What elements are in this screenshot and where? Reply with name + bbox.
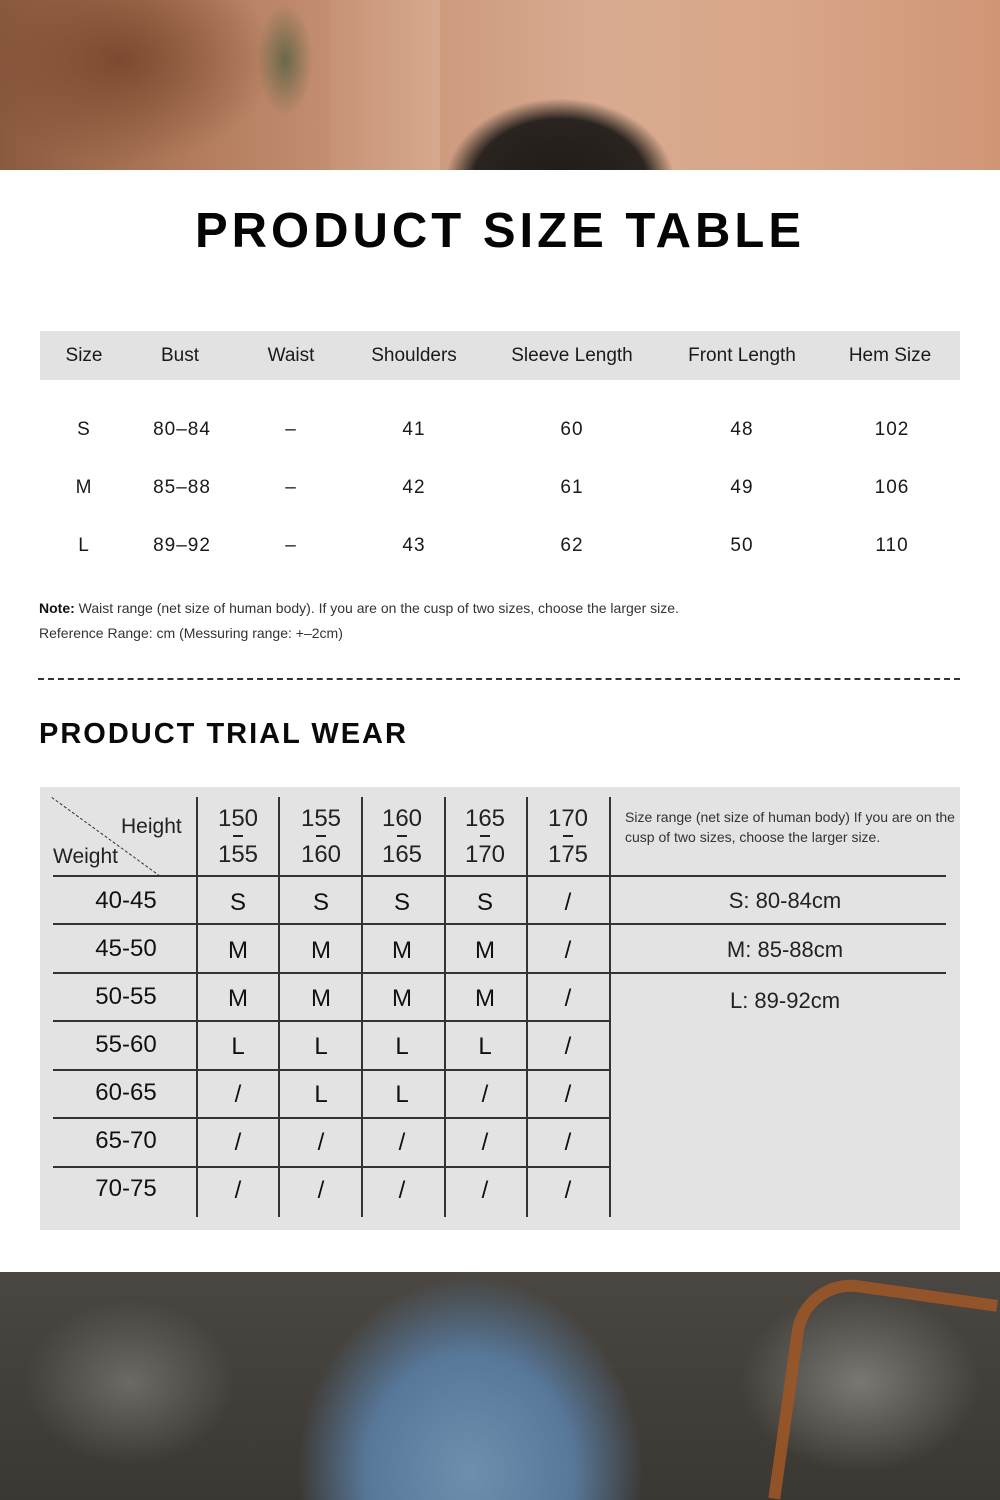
grid-hline xyxy=(53,1020,610,1022)
wall-blur xyxy=(330,0,440,170)
weight-label: 50-55 xyxy=(95,983,157,1010)
header-waist: Waist xyxy=(267,345,315,366)
trial-wear-title: PRODUCT TRIAL WEAR xyxy=(39,718,408,750)
height-to: 175 xyxy=(528,837,608,873)
header-front-length: Front Length xyxy=(688,345,796,366)
height-to: 170 xyxy=(445,837,525,873)
size-recommendation: L xyxy=(395,1033,409,1060)
height-to: 165 xyxy=(362,837,442,873)
height-col-165-170 xyxy=(445,801,525,873)
size-recommendation: / xyxy=(564,1177,572,1204)
waist-cell: – xyxy=(285,477,297,498)
size-cell: M xyxy=(75,477,93,498)
height-to: 155 xyxy=(198,837,278,873)
size-recommendation: S xyxy=(229,889,246,916)
header-size: Size xyxy=(65,345,103,366)
grid-vline xyxy=(278,797,280,1217)
size-row-m xyxy=(40,477,960,501)
size-recommendation: S xyxy=(476,889,493,916)
size-recommendation: M xyxy=(311,985,331,1012)
bag-strap xyxy=(768,1272,998,1500)
height-from: 165 xyxy=(464,805,506,832)
top-product-photo xyxy=(0,0,1000,170)
bust-cell: 89–92 xyxy=(153,535,211,556)
height-col-155-160 xyxy=(281,801,361,873)
bottom-product-photo xyxy=(0,1272,1000,1500)
size-recommendation: / xyxy=(317,1129,325,1156)
size-row-s xyxy=(40,419,960,443)
size-cell: L xyxy=(78,535,90,556)
height-from: 150 xyxy=(217,805,259,832)
height-from: 160 xyxy=(381,805,423,832)
side-size-m: M: 85-88cm xyxy=(726,937,844,962)
front-length-cell: 48 xyxy=(730,419,754,440)
size-cell: S xyxy=(77,419,91,440)
size-recommendation: L xyxy=(231,1033,245,1060)
size-recommendation: L xyxy=(478,1033,492,1060)
size-recommendation: S xyxy=(312,889,329,916)
size-table-header xyxy=(40,331,960,380)
weight-label: 45-50 xyxy=(95,935,157,962)
header-bust: Bust xyxy=(160,345,200,366)
bust-cell: 80–84 xyxy=(153,419,211,440)
shoulders-cell: 41 xyxy=(402,419,426,440)
front-length-cell: 50 xyxy=(730,535,754,556)
note-line xyxy=(39,596,679,621)
height-col-150-155 xyxy=(198,801,278,873)
plant-blur xyxy=(240,0,330,170)
height-from: 170 xyxy=(547,805,589,832)
shoulders-cell: 42 xyxy=(402,477,426,498)
size-recommendation: / xyxy=(564,1081,572,1108)
weight-label: 55-60 xyxy=(95,1031,157,1058)
height-from: 155 xyxy=(300,805,342,832)
size-recommendation: / xyxy=(234,1129,242,1156)
sleeve-cell: 62 xyxy=(560,535,584,556)
weight-label: 70-75 xyxy=(95,1175,157,1202)
size-recommendation: L xyxy=(395,1081,409,1108)
grid-hline xyxy=(53,1069,610,1071)
size-recommendation: M xyxy=(475,937,495,964)
hem-cell: 110 xyxy=(875,535,909,556)
page-title: PRODUCT SIZE TABLE xyxy=(194,204,806,258)
weight-label: 40-45 xyxy=(95,887,157,914)
section-divider xyxy=(38,678,960,680)
weight-label: 65-70 xyxy=(95,1127,157,1154)
grid-hline xyxy=(53,923,946,925)
corner-weight-label: Weight xyxy=(53,845,118,868)
size-recommendation: / xyxy=(234,1081,242,1108)
size-recommendation: M xyxy=(392,985,412,1012)
size-recommendation: / xyxy=(564,889,572,916)
trial-side-note: Size range (net size of human body) If you are on the cusp of two sizes, choose the larger size. xyxy=(625,809,955,845)
header-shoulders: Shoulders xyxy=(371,345,457,366)
height-to: 160 xyxy=(281,837,361,873)
corner-height-label: Height xyxy=(121,815,182,838)
grid-hline xyxy=(53,972,946,974)
side-size-s: S: 80-84cm xyxy=(728,888,842,913)
size-recommendation: / xyxy=(398,1177,406,1204)
size-recommendation: M xyxy=(228,985,248,1012)
size-recommendation: / xyxy=(564,937,572,964)
waist-cell: – xyxy=(285,535,297,556)
size-recommendation: / xyxy=(481,1081,489,1108)
size-recommendation: / xyxy=(234,1177,242,1204)
size-row-l xyxy=(40,535,960,559)
grid-hline xyxy=(53,1166,610,1168)
height-col-170-175 xyxy=(528,801,608,873)
hem-cell: 106 xyxy=(874,477,910,498)
front-length-cell: 49 xyxy=(730,477,754,498)
size-recommendation: S xyxy=(393,889,410,916)
size-recommendation: M xyxy=(228,937,248,964)
note-label: Note: xyxy=(39,600,75,616)
size-recommendation: / xyxy=(564,985,572,1012)
reference-range: Reference Range: cm (Messuring range: +–2cm) xyxy=(39,625,343,641)
size-recommendation: / xyxy=(564,1033,572,1060)
size-recommendation: / xyxy=(398,1129,406,1156)
size-recommendation: / xyxy=(564,1129,572,1156)
side-size-l: L: 89-92cm xyxy=(729,988,841,1013)
grid-hline xyxy=(53,1117,610,1119)
weight-label: 60-65 xyxy=(95,1079,157,1106)
bust-cell: 85–88 xyxy=(153,477,211,498)
size-recommendation: / xyxy=(481,1177,489,1204)
trial-wear-panel xyxy=(40,787,960,1230)
hem-cell: 102 xyxy=(874,419,910,440)
size-recommendation: M xyxy=(392,937,412,964)
sleeve-cell: 60 xyxy=(560,419,584,440)
grid-hline xyxy=(53,875,946,877)
size-note xyxy=(39,596,679,646)
sleeve-cell: 61 xyxy=(560,477,584,498)
size-recommendation: L xyxy=(314,1081,328,1108)
height-col-160-165 xyxy=(362,801,442,873)
size-recommendation: L xyxy=(314,1033,328,1060)
size-recommendation: / xyxy=(317,1177,325,1204)
header-sleeve-length: Sleeve Length xyxy=(511,345,633,366)
size-recommendation: M xyxy=(475,985,495,1012)
header-hem-size: Hem Size xyxy=(848,345,932,366)
size-recommendation: M xyxy=(311,937,331,964)
shoulders-cell: 43 xyxy=(402,535,426,556)
waist-cell: – xyxy=(285,419,297,440)
size-recommendation: / xyxy=(481,1129,489,1156)
note-text: Waist range (net size of human body). If you are on the cusp of two sizes, choose the larger size. xyxy=(74,600,679,616)
